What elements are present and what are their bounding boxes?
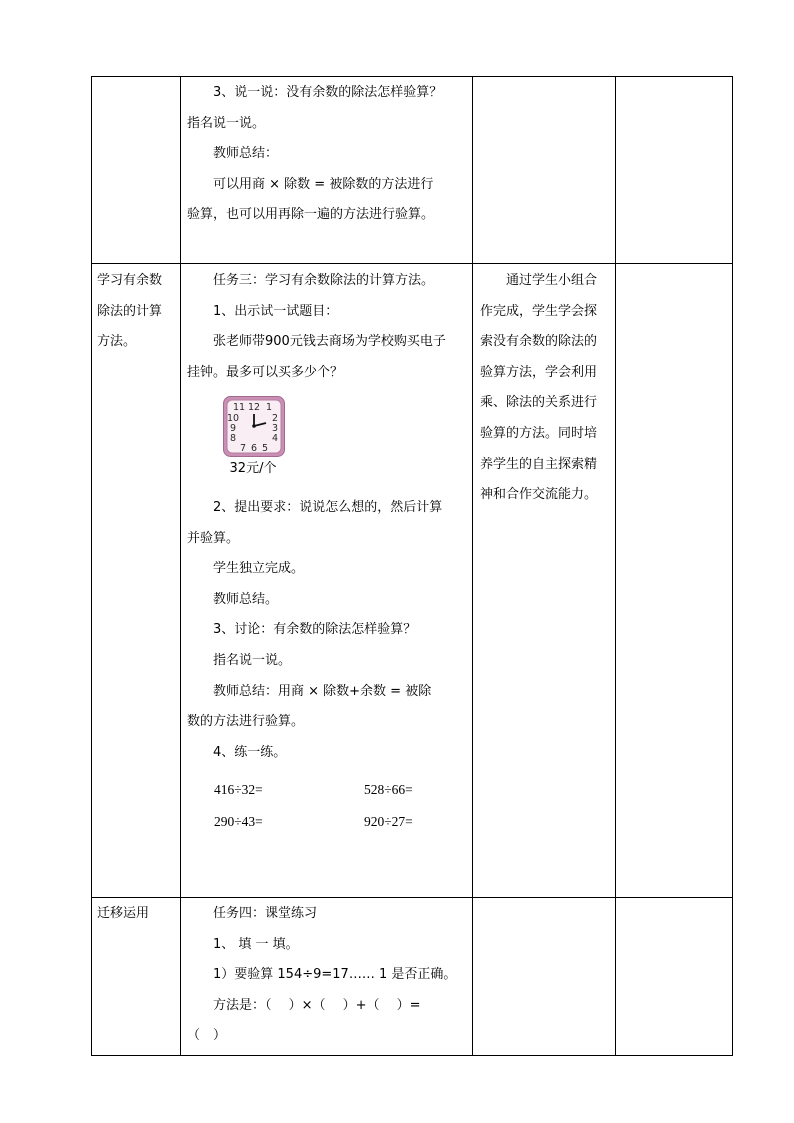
row2-line-3: 张老师带900元钱去商场为学校购买电子	[213, 334, 446, 350]
clock-numeral-11: 11	[232, 402, 246, 413]
row2-goal-line-4: 验算方法，学会利用	[480, 364, 598, 380]
clock-numeral-5: 5	[261, 443, 269, 454]
clock-numeral-3: 3	[271, 423, 279, 434]
clock-numeral-2: 2	[271, 413, 279, 424]
row3-content-cell	[187, 899, 469, 1052]
table-border-top	[91, 76, 733, 77]
wall-clock-image	[222, 395, 286, 485]
clock-numeral-7: 7	[239, 443, 247, 454]
row1-content-cell	[187, 78, 469, 231]
row2-line-4: 挂钟。最多可以买多少个？	[187, 364, 344, 380]
row2-goal-line-2: 作完成，学生学会探	[480, 303, 598, 319]
row1-line-5: 验算，也可以用再除一遍的方法进行验算。	[187, 207, 435, 223]
row3-line-2: 1、 填 一 填。	[213, 936, 299, 952]
row2-goal-line-5: 乘、除法的关系进行	[480, 395, 598, 411]
clock-numeral-9: 9	[229, 423, 237, 434]
exercise-2: 528÷66=	[364, 782, 413, 797]
column-divider-2	[472, 76, 473, 1056]
clock-numeral-1: 1	[265, 402, 273, 413]
clock-numeral-4: 4	[271, 433, 279, 444]
clock-numeral-12: 12	[247, 402, 261, 413]
row1-line-1: 3、说一说：没有余数的除法怎样验算？	[213, 85, 443, 100]
table-border-left	[91, 76, 92, 1056]
row3-line-3: 1）要验算 154÷9=17…… 1 是否正确。	[213, 967, 457, 983]
row2-goal-cell	[480, 266, 612, 511]
exercise-3: 290÷43=	[214, 814, 263, 829]
row3-topic-line-1: 迁移运用	[97, 906, 150, 921]
row1-line-3: 教师总结：	[213, 146, 279, 162]
table-border-right	[732, 76, 733, 1056]
clock-numeral-8: 8	[229, 433, 237, 444]
row2-line-2: 1、出示试一试题目：	[213, 303, 339, 319]
row3-line-1: 任务四：课堂练习	[213, 906, 318, 921]
clock-icon	[222, 395, 286, 459]
row2-line-1: 任务三：学习有余数除法的计算方法。	[213, 273, 435, 288]
clock-price-label: 32元/个	[229, 461, 277, 476]
row-divider-1	[91, 263, 733, 264]
row2-goal-line-8: 神和合作交流能力。	[480, 487, 598, 503]
row3-line-4: 方法是：（ ）×（ ）+（ ）=	[213, 997, 421, 1013]
row2-line-8: 教师总结。	[213, 591, 279, 607]
row2-line-7: 学生独立完成。	[213, 561, 305, 577]
column-divider-1	[180, 76, 181, 1056]
exercise-4: 920÷27=	[364, 814, 413, 829]
row-divider-2	[91, 897, 733, 898]
row2-line-5: 2、提出要求：说说怎么想的，然后计算	[213, 500, 443, 515]
clock-numeral-6: 6	[250, 443, 258, 454]
row2-topic-line-2: 除法的计算	[97, 303, 163, 319]
row3-topic-cell	[97, 899, 177, 930]
row2-line-6: 并验算。	[187, 530, 240, 546]
row2-line-12: 数的方法进行验算。	[187, 714, 305, 730]
row2-goal-line-7: 养学生的自主探索精	[480, 456, 598, 472]
row2-line-9: 3、讨论：有余数的除法怎样验算？	[213, 622, 417, 638]
row2-goal-line-3: 索没有余数的除法的	[480, 334, 598, 350]
row1-line-2: 指名说一说。	[187, 115, 266, 131]
row2-line-11: 教师总结：用商 × 除数+余数 = 被除	[213, 683, 432, 699]
clock-numeral-10: 10	[226, 413, 240, 424]
table-border-bottom	[91, 1055, 733, 1056]
row2-goal-line-1: 通过学生小组合	[506, 273, 598, 288]
row3-line-5: （ ）	[187, 1028, 227, 1044]
row2-topic-cell	[97, 266, 177, 358]
row2-topic-line-1: 学习有余数	[97, 273, 163, 288]
row1-line-4: 可以用商 × 除数 = 被除数的方法进行	[213, 176, 434, 192]
exercise-1: 416÷32=	[214, 782, 263, 797]
row2-topic-line-3: 方法。	[97, 334, 137, 350]
row2-line-13: 4、练一练。	[213, 744, 287, 760]
row2-goal-line-6: 验算的方法。同时培	[480, 425, 598, 441]
column-divider-3	[615, 76, 616, 1056]
row2-content-top	[187, 266, 469, 388]
row2-line-10: 指名说一说。	[213, 652, 292, 668]
row2-content-bottom	[187, 493, 469, 768]
